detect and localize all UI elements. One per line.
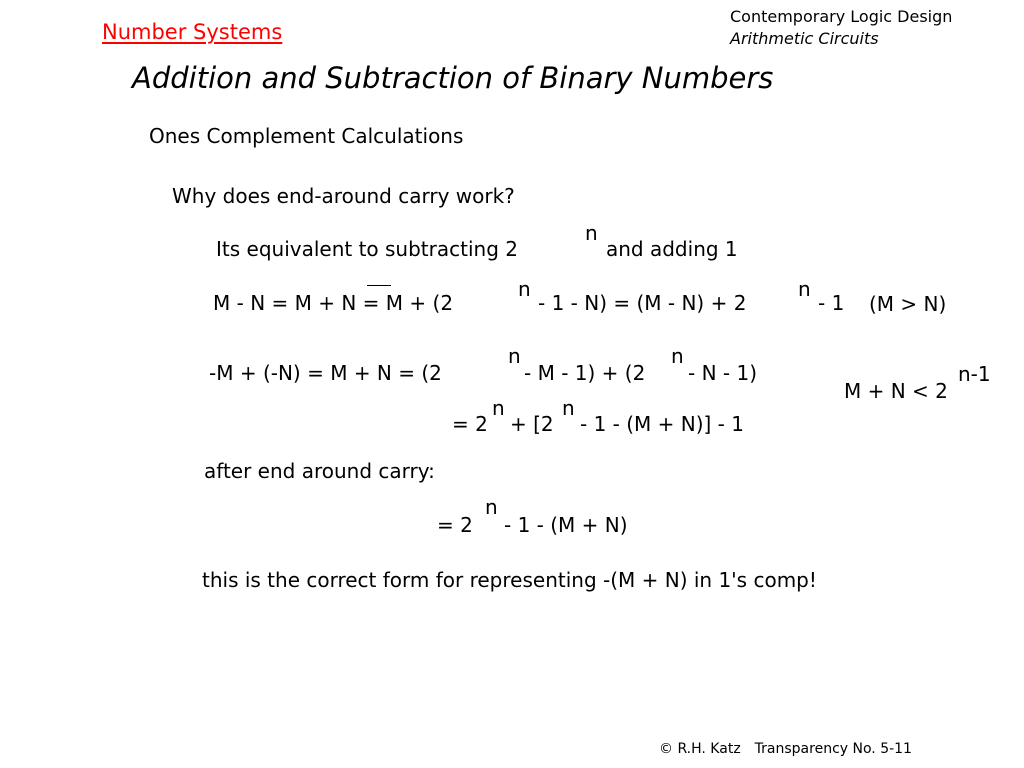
equation-part: - 1 - (M + N) [504, 513, 628, 537]
slide-subtitle: Ones Complement Calculations [149, 124, 464, 148]
equation-part: -M + (-N) = M + N = (2 [209, 361, 442, 385]
exponent-n: n [798, 277, 811, 301]
equation-part: M - N = M + N = M + (2 [213, 291, 454, 315]
section-title: Number Systems [102, 20, 283, 44]
conclusion-text: this is the correct form for representing -(M + N) in 1's comp! [202, 568, 817, 592]
exponent-n-minus-1: n-1 [958, 362, 991, 386]
equation-part: - 1 [818, 291, 845, 315]
equation-part: - M - 1) + (2 [524, 361, 646, 385]
slide-title: Addition and Subtraction of Binary Numbers [132, 61, 774, 95]
course-title: Contemporary Logic Design [730, 7, 953, 26]
condition-text: M + N < 2 [844, 379, 948, 403]
equivalence-text-end: and adding 1 [606, 237, 738, 261]
exponent-n: n [562, 396, 575, 420]
condition-m-greater-n: (M > N) [869, 292, 947, 316]
exponent-n: n [671, 344, 684, 368]
equation-part: = 2 [437, 513, 473, 537]
exponent-n: n [508, 344, 521, 368]
footer [659, 742, 912, 756]
equation-part: - N - 1) [688, 361, 757, 385]
transparency-number: Transparency No. 5-11 [754, 741, 912, 757]
topic-label: Arithmetic Circuits [730, 29, 879, 48]
equation-part: = 2 [452, 412, 488, 436]
equation-part: - 1 - N) = (M - N) + 2 [538, 291, 747, 315]
exponent-n: n [492, 396, 505, 420]
copyright-text: © R.H. Katz [659, 741, 741, 757]
complement-overline [367, 285, 391, 286]
exponent-n: n [485, 495, 498, 519]
equivalence-text: Its equivalent to subtracting 2 [216, 237, 518, 261]
question-text: Why does end-around carry work? [172, 184, 515, 208]
equation-part: - 1 - (M + N)] - 1 [580, 412, 744, 436]
after-carry-text: after end around carry: [204, 459, 435, 483]
equation-part: + [2 [510, 412, 554, 436]
exponent-n: n [518, 277, 531, 301]
exponent-n: n [585, 221, 598, 245]
